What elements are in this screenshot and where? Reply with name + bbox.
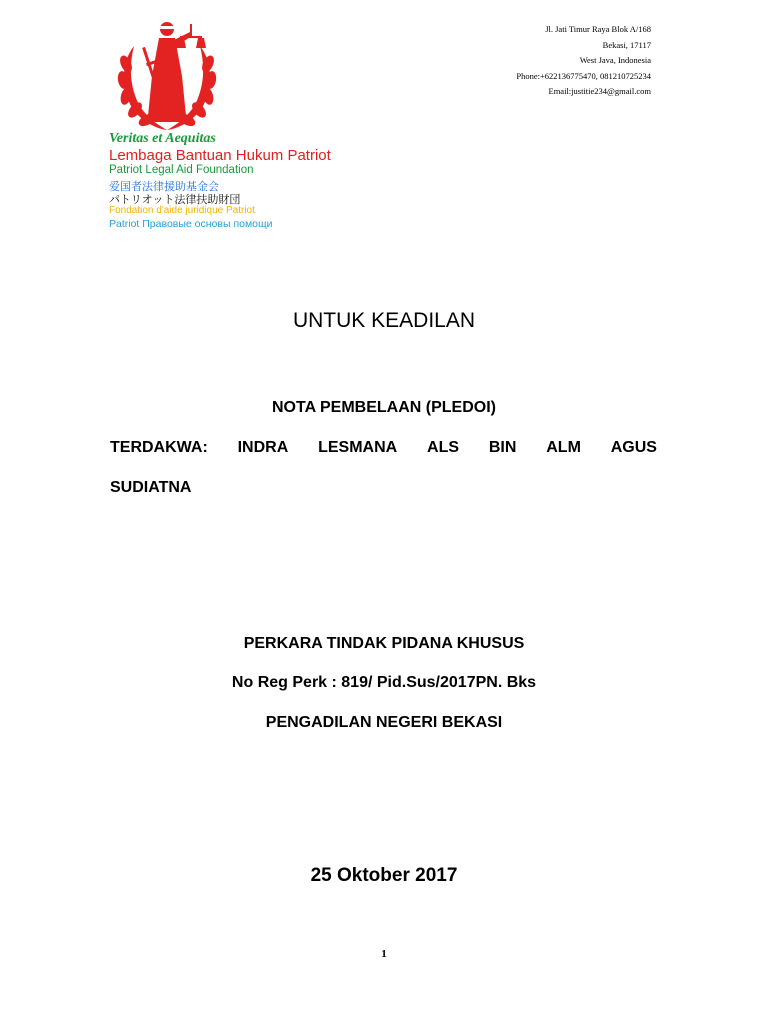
address-phone: Phone:+622136775470, 081210725234: [516, 70, 651, 81]
org-name-chinese: 爱国者法律援助基金会: [109, 181, 219, 193]
defendant-name-word: LESMANA: [318, 439, 398, 456]
court-name: PENGADILAN NEGERI BEKASI: [265, 714, 503, 731]
org-name-english: Patriot Legal Aid Foundation: [109, 164, 254, 176]
address-street: Jl. Jati Timur Raya Blok A/168: [545, 24, 651, 34]
defendant-name-word: ALM: [546, 439, 581, 456]
case-registration-number: No Reg Perk : 819/ Pid.Sus/2017PN. Bks: [231, 674, 537, 691]
document-subtitle: NOTA PEMBELAAN (PLEDOI): [272, 399, 496, 416]
address-block: [516, 22, 651, 100]
org-name-russian: Patriot Правовые основы помощи: [109, 218, 273, 230]
address-city: Bekasi, 17117: [602, 39, 651, 50]
page-number: 1: [381, 948, 387, 960]
defendant-name-word: BIN: [488, 439, 517, 456]
defendant-label: TERDAKWA:: [110, 439, 208, 456]
defendant-name-continuation: SUDIATNA: [110, 479, 192, 496]
org-name-french: Fondation d'aide juridique Patriot: [109, 205, 255, 216]
organization-logo: [112, 16, 222, 134]
defendant-name-word: AGUS: [610, 439, 657, 456]
address-email: Email:justitie234@gmail.com: [548, 86, 651, 97]
lady-justice-icon: [112, 16, 222, 134]
document-date: 25 Oktober 2017: [310, 865, 458, 886]
address-region: West Java, Indonesia: [579, 55, 651, 66]
org-name-indonesian: Lembaga Bantuan Hukum Patriot: [109, 147, 331, 164]
motto: Veritas et Aequitas: [109, 131, 216, 146]
case-type: PERKARA TINDAK PIDANA KHUSUS: [243, 635, 525, 652]
org-name-japanese: パトリオット法律扶助財団: [109, 194, 241, 206]
document-title: UNTUK KEADILAN: [292, 309, 476, 332]
defendant-line: [110, 439, 657, 457]
defendant-name-word: INDRA: [237, 439, 289, 456]
defendant-name-word: ALS: [427, 439, 460, 456]
